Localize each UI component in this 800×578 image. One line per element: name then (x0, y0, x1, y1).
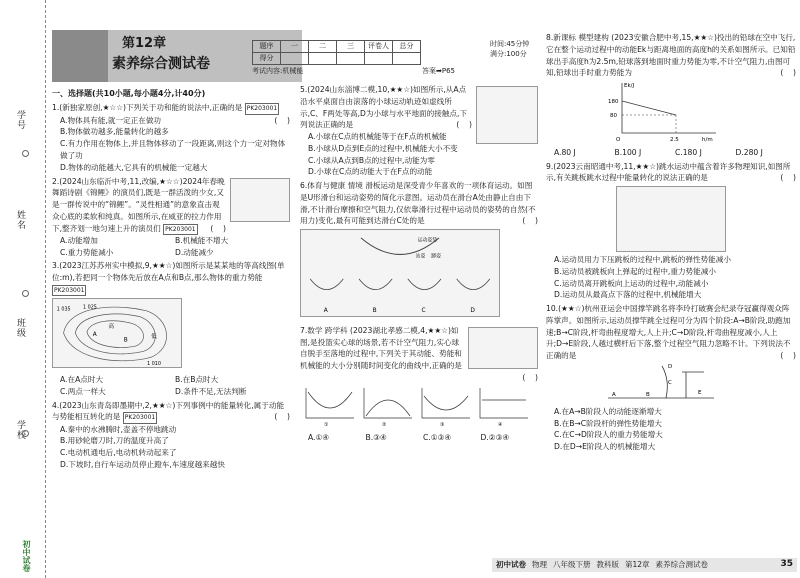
option: A.①④ (308, 432, 330, 442)
graph-label: ① (324, 421, 329, 428)
question-10 (546, 303, 796, 453)
section-heading: 一、选择题(共10小题,每小题4分,计40分) (52, 89, 206, 98)
score-cell: 三 (337, 41, 365, 53)
question-stem: 3.(2023江苏苏州实中模拟,9,★★☆)如图所示是某某地的等高线图(单位:m),若把同一个物体先后放在A点和B点,那么物体的重力势能 (52, 261, 285, 283)
question-5 (300, 84, 538, 178)
page-footer (492, 558, 797, 572)
origin-label: O (616, 137, 621, 144)
option: C.有力作用在物体上,并且物体移动了一段距离,则这个力一定对物体做了功 (60, 139, 286, 160)
footer-tag: 初中试卷 (496, 560, 526, 570)
score-input[interactable] (365, 53, 393, 65)
x-axis-label: h/m (702, 137, 713, 144)
y-axis-label: Ek/J (624, 83, 635, 90)
score-table (252, 40, 421, 65)
column-1 (52, 88, 290, 473)
option: B.100 J (614, 147, 642, 157)
footer-edition: 教科版 (596, 560, 619, 570)
fig-label: A (612, 392, 616, 399)
option: A.运动员用力下压跳板的过程中,跳板的弹性势能减小 (554, 255, 731, 265)
ek-h-graph (606, 79, 726, 143)
graph-label: ② (382, 421, 387, 428)
score-cell: 总分 (393, 41, 421, 53)
skateboard-figure (300, 229, 500, 317)
score-cell: 一 (281, 41, 309, 53)
shot-put-photo (468, 327, 538, 369)
option: A.秦中的水沸腾时,壶盖不停地跳动 (60, 424, 177, 434)
pole-vault-figure (606, 362, 716, 402)
point-b-label: B (123, 337, 128, 344)
exam-page (52, 2, 797, 574)
diving-photo (616, 186, 726, 252)
page-number: 35 (780, 559, 793, 570)
question-stem: 2.(2024山东临沂中考,11,改编,★☆☆)2024年春晚舞蹈诗剧《锦鲤》的演员们,既是一群活泼的少女,又是一群传说中的“锦鲤”。“灵性相通”的意象直击观众心底的柔软和纯真。如图所示,在威亚的拉力作用下,整齐划一地匀速上升的演员们 (52, 176, 225, 233)
option: B.机械能不增大 (175, 235, 229, 245)
fig-label: D (668, 364, 673, 371)
code-tag: PK203001 (52, 285, 86, 296)
chapter-title: 第12章 (122, 36, 167, 51)
contour-label: 1 035 (56, 306, 71, 313)
question-8 (546, 32, 796, 159)
graph-label: ③ (440, 421, 445, 428)
fig-label: 运动姿势 (417, 237, 438, 244)
x-tick: 2.5 (670, 137, 679, 144)
answer-bracket[interactable]: ( ) (274, 115, 290, 125)
y-tick: 80 (610, 113, 617, 120)
answer-bracket[interactable]: ( ) (274, 412, 290, 422)
school-label: 学校 (15, 420, 25, 440)
brand-logo: 初中试卷 (22, 540, 31, 572)
binding-hole (22, 430, 29, 437)
option: D.小球在C点的动能大于在F点的动能 (308, 167, 433, 177)
answer-bracket[interactable]: ( ) (780, 173, 796, 183)
question-3 (52, 260, 290, 397)
score-input[interactable] (337, 53, 365, 65)
answer-bracket[interactable]: ( ) (522, 373, 538, 383)
class-label: 班级 (15, 318, 25, 338)
option-label: C (421, 308, 426, 315)
footer-chapter: 第12章 (625, 560, 650, 570)
name-label: 姓名 (15, 210, 25, 230)
ball-trajectory-figure (476, 86, 538, 144)
question-stem: 7.数学 跨学科 (2023湖北孝感二模,4,★★☆)如图,是投篮实心球的场景,若不计空气阻力,实心球自脱手至落地的过程中,下列关于其动能、势能和机械能的大小分别随时间变化的曲线中,正确的是 (300, 325, 462, 371)
option: A.在A点时大 (60, 375, 104, 384)
option: C.①③④ (423, 432, 452, 442)
question-stem: 9.(2023云南昭通中考,11,★★☆)跳水运动中蕴含着许多物理知识,如图所示,有关跳板跳水过程中能量转化的说法正确的是 (546, 161, 791, 183)
time-info (490, 40, 529, 60)
column-3 (546, 32, 796, 455)
time-limit: 时间:45分钟 (490, 40, 530, 48)
fig-label: E (698, 390, 702, 397)
option: A.物体具有能,就一定正在做功 (60, 115, 162, 125)
dancer-photo (230, 178, 290, 222)
question-stem: 1.(新独家原创,★☆☆)下列关于功和能的说法中,正确的是 (52, 103, 243, 113)
question-6 (300, 180, 538, 323)
mark-label: 低 (151, 334, 157, 341)
binding-hole (22, 290, 29, 297)
option: C.两点一样大 (60, 386, 106, 396)
option: B.在B→C阶段杆的弹性势能增大 (554, 418, 663, 428)
option: A.在A→B阶段人的动能逐渐增大 (554, 406, 662, 416)
score-cell: 评卷人 (365, 41, 393, 53)
fig-label: 站姿 (415, 253, 426, 260)
footer-grade: 八年级下册 (553, 560, 591, 570)
answer-bracket[interactable]: ( ) (780, 68, 796, 78)
exam-content: 考试内容:机械能 (252, 67, 304, 75)
option: A.小球在C点的机械能等于在F点的机械能 (308, 132, 447, 142)
question-stem: 8.新课标 模型建构 (2023安徽合肥中考,15,★★☆)投出的铅球在空中飞行,它在整个运动过程中的动能Ek与距离地面的高度h的关系如图所示。已知铅球出手高度h为2.5m,铅球落到地面时重力势能为零,不计空气阻力,由图可知,铅球出手时重力势能为 (546, 33, 796, 78)
footer-subject: 物理 (532, 560, 547, 570)
question-stem: 6.体育与健康 情境 滑板运动是深受青少年喜欢的一项体育运动。如图是U形滑台和运动姿势的简化示意图。运动员在滑台A处由静止自由下滑,不计滑台摩擦和空气阻力,仅依靠滑行过程中运动员的姿势的自然(不用力)变化,最有可能到达滑台C处的是 (300, 181, 536, 226)
option: C.重力势能减小 (60, 247, 114, 257)
option-label: A (323, 308, 328, 315)
answer-ref: 答案➡P65 (422, 67, 455, 75)
option: B.物体做功越多,能量转化的越多 (60, 127, 169, 137)
option: D.280 J (735, 147, 763, 157)
full-score: 满分:100分 (490, 49, 527, 58)
code-tag: PK203001 (245, 103, 279, 114)
student-id-label: 学号 (15, 110, 25, 130)
option: D.动能减少 (175, 247, 214, 257)
option: D.在D→E阶段人的机械能增大 (554, 442, 656, 452)
option: C.180 J (675, 147, 702, 157)
question-2 (52, 176, 290, 259)
fig-label: C (668, 380, 672, 387)
option: C.在C→D阶段人的重力势能增大 (554, 430, 663, 440)
score-cell: 二 (309, 41, 337, 53)
contour-map (52, 298, 182, 368)
option: D.②③④ (480, 432, 510, 442)
question-1 (52, 102, 290, 173)
answer-bracket[interactable]: ( ) (522, 216, 538, 226)
option: C.运动员离开跳板向上运动的过程中,动能减小 (554, 278, 709, 288)
question-9 (546, 161, 796, 302)
column-2 (300, 84, 538, 445)
y-tick: 180 (608, 99, 619, 106)
question-7 (300, 325, 538, 443)
question-4 (52, 400, 290, 471)
option: B.用砂轮磨刀时,刀的温度升高了 (60, 436, 169, 446)
code-tag: PK203001 (163, 224, 197, 235)
mark-label: 高 (108, 324, 115, 331)
question-stem: 5.(2024山东淄博二模,10,★★☆)如图所示,从A点沿水平桌面自由滚落的小球运动轨迹如虚线所示,C、F两处等高,D为小球与水平地面的接触点,下列说法正确的是 (300, 85, 468, 130)
score-input[interactable] (281, 53, 309, 65)
question-stem: 4.(2023山东青岛即墨期中,2,★★☆)下列事例中的能量转化,属于动能与势能相互转化的是 (52, 400, 285, 422)
contour-label: 1 010 (147, 361, 161, 368)
point-a-label: A (92, 332, 97, 339)
option: B.在B点时大 (175, 375, 219, 384)
option: D.条件不足,无法判断 (175, 386, 247, 396)
option: A.80 J (554, 147, 576, 157)
option: D.运动员从最高点下落的过程中,机械能增大 (554, 290, 702, 300)
answer-bracket[interactable]: ( ) (456, 120, 472, 130)
footer-test: 素养综合测试卷 (655, 560, 709, 570)
fig-label: B (646, 392, 650, 399)
answer-bracket[interactable]: ( ) (780, 351, 796, 361)
option-label: B (372, 308, 377, 315)
test-title: 素养综合测试卷 (112, 56, 210, 72)
score-input[interactable] (393, 53, 421, 65)
banner-photo (52, 30, 108, 82)
binding-margin (0, 0, 46, 578)
option: B.运动员被跳板向上弹起的过程中,重力势能减小 (554, 266, 716, 276)
answer-bracket[interactable]: ( ) (210, 223, 226, 233)
option: C.电动机通电后,电动机转动起来了 (60, 448, 177, 458)
option: D.物体的动能越大,它具有的机械能一定越大 (60, 162, 208, 172)
score-input[interactable] (309, 53, 337, 65)
question-stem: 10.(★★☆)杭州亚运会中国撑竿跳名将李玲打破赛会纪录夺冠赢得观众阵阵掌声。如图所示,运动员撑竿跳全过程可分为四个阶段:A→B阶段,助跑加速;B→C阶段,杆弯曲程度增大,人上升;C→D阶段,杆弯曲程度减小,人上升;D→E阶段,人越过横杆后下落,整个过程空气阻力忽略不计。下列说法不正确的是 (546, 304, 791, 361)
option: C.小球从A点到B点的过程中,动能为零 (308, 155, 435, 165)
option: D.下坡时,自行车运动员停止蹬车,车速度越来越快 (60, 459, 225, 469)
binding-hole (22, 150, 29, 157)
energy-graphs (300, 384, 536, 428)
score-cell: 题序 (253, 41, 281, 53)
option: B.小球从D点到E点的过程中,机械能大小不变 (308, 143, 458, 153)
option: A.动能增加 (60, 235, 98, 245)
fig-label: 蹲姿 (431, 253, 442, 260)
contour-label: 1 025 (83, 304, 97, 311)
graph-label: ④ (498, 421, 503, 428)
option: B.③④ (365, 432, 387, 442)
code-tag: PK203001 (123, 412, 157, 423)
option-label: D (470, 308, 475, 315)
score-cell: 得分 (253, 53, 281, 65)
